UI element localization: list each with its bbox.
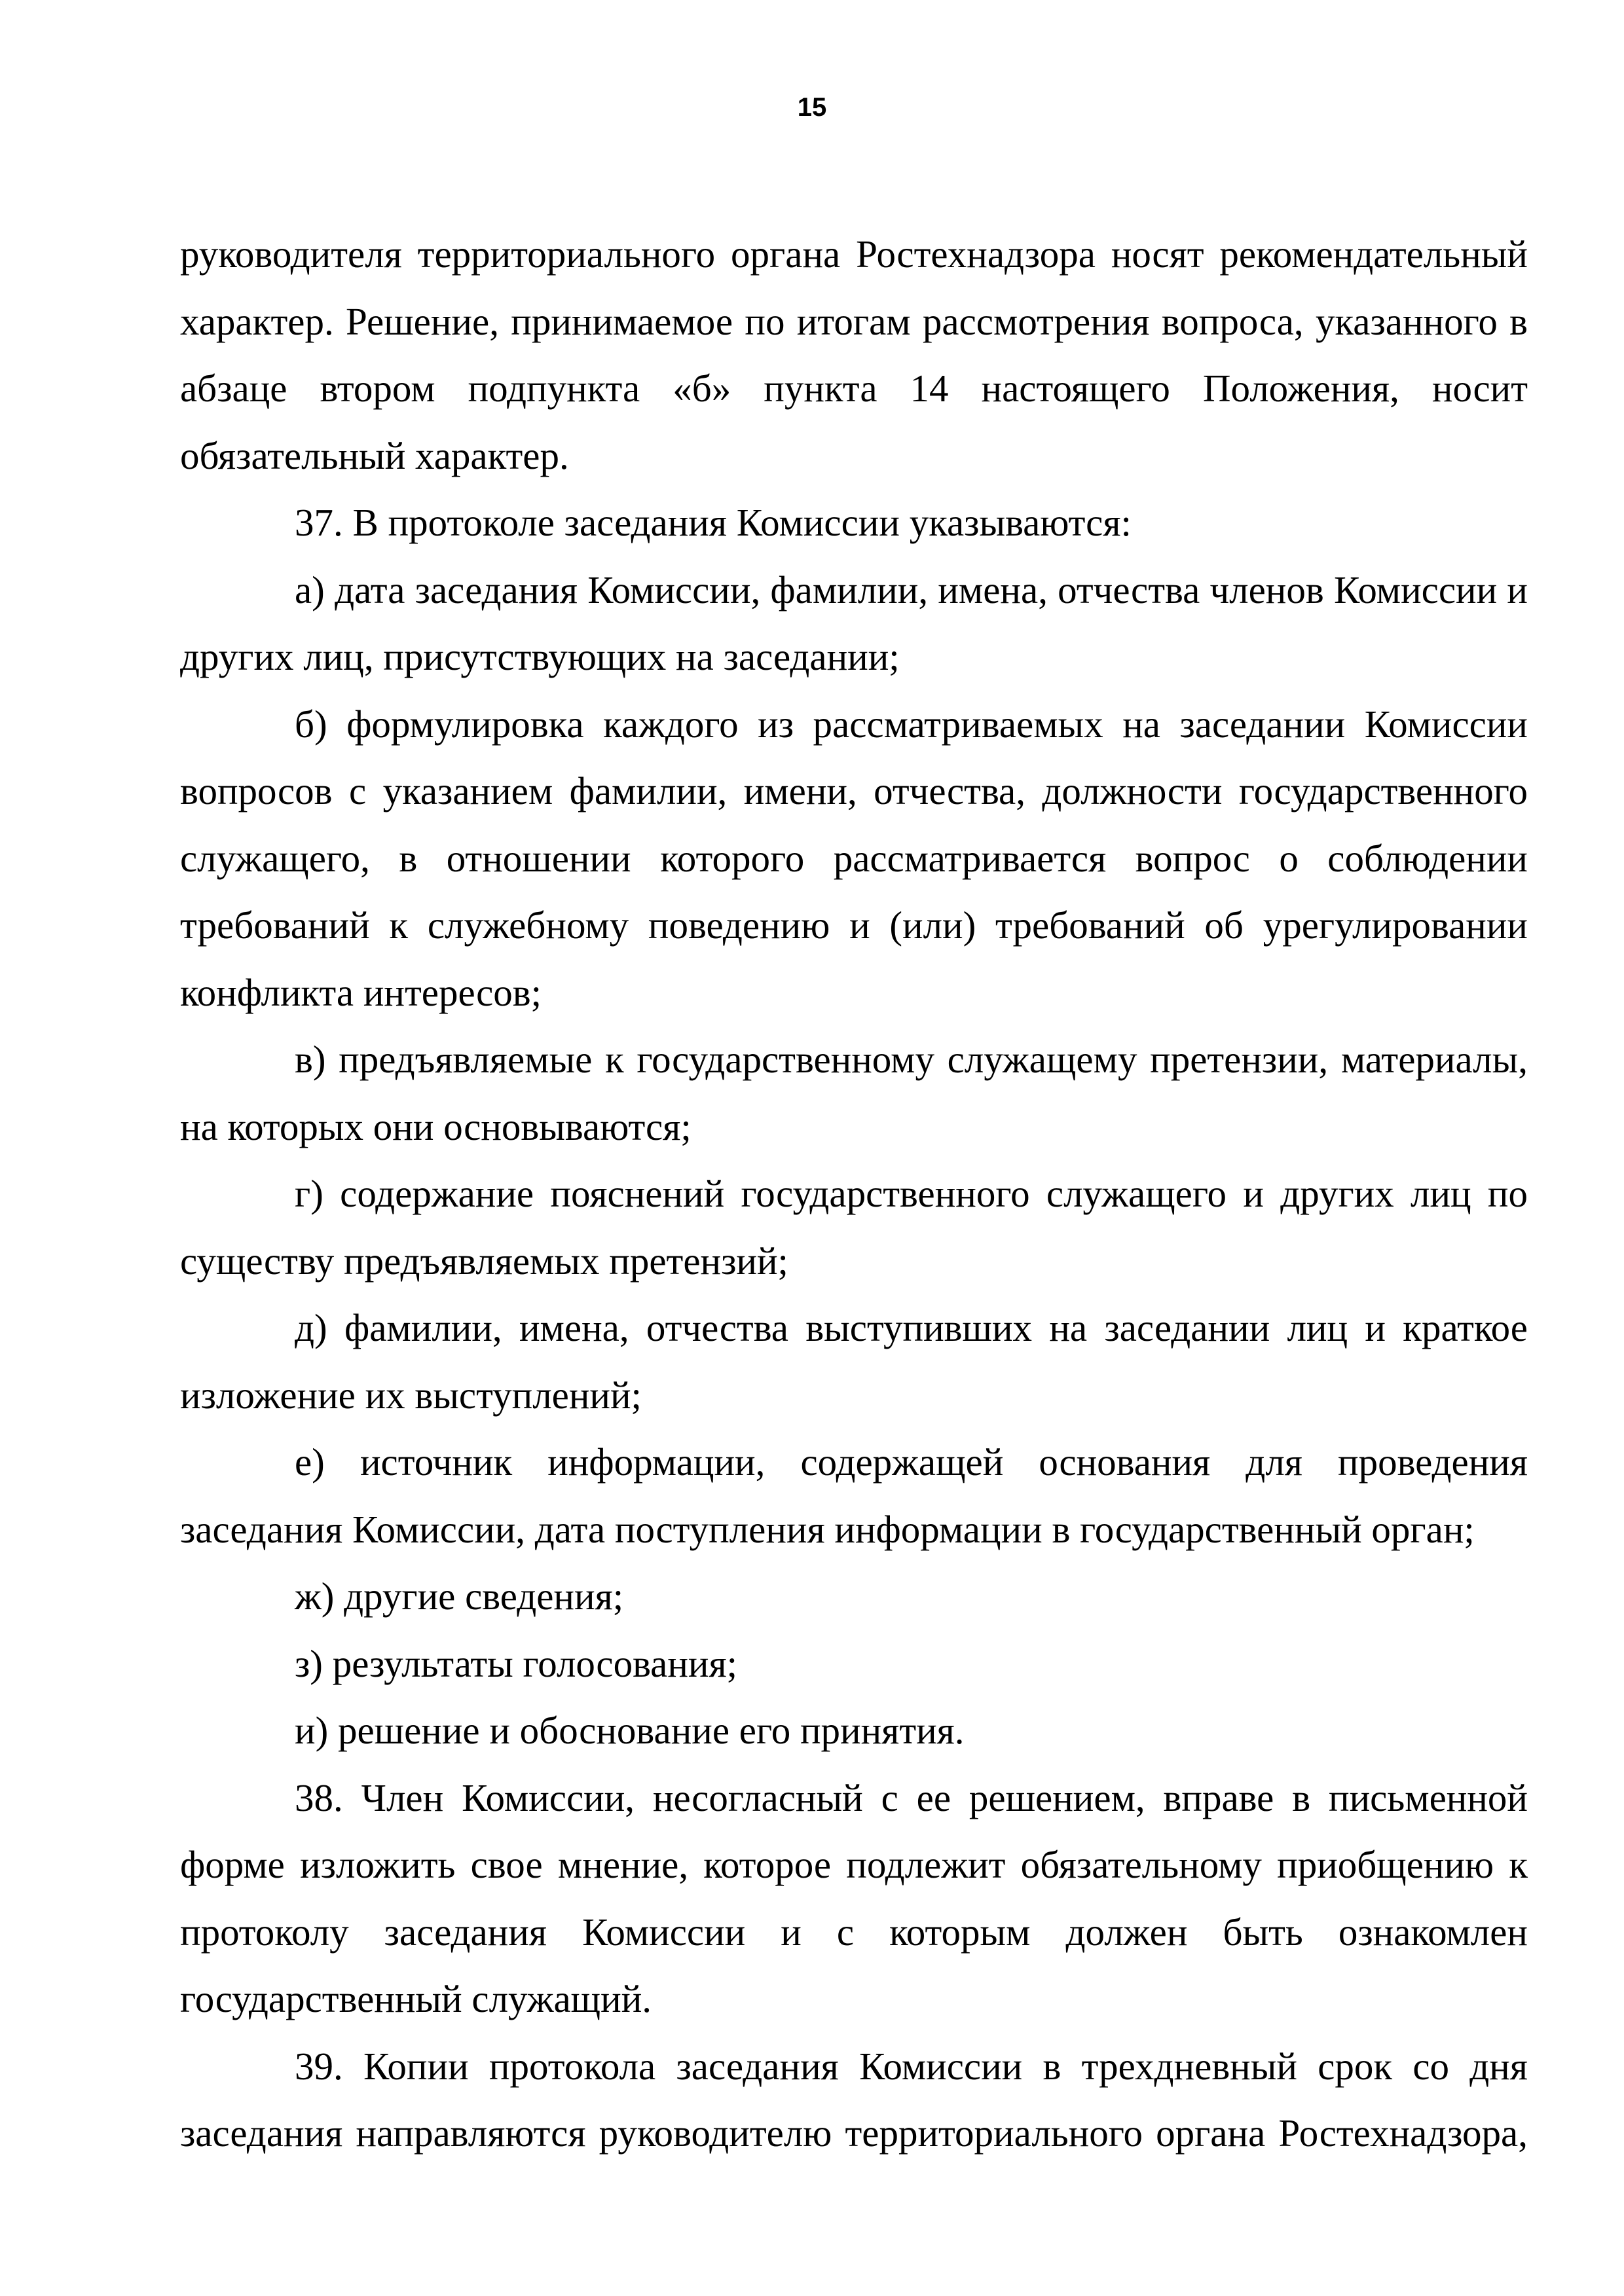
- paragraph-item-37z: з) результаты голосования;: [295, 1641, 738, 1685]
- paragraph-item-37zh: ж) другие сведения;: [295, 1575, 624, 1618]
- paragraph-item-37a: а) дата заседания Комиссии, фамилии, имена, отчества членов Комиссии и других лиц, присутствующих на заседании;: [180, 568, 1528, 678]
- paragraph-item-37e: е) источник информации, содержащей основания для проведения заседания Комиссии, дата поступления информации в государственный орган;: [180, 1440, 1528, 1551]
- paragraph-item-37b: б) формулировка каждого из рассматриваемых на заседании Комиссии вопросов с указанием фамилии, имени, отчества, должности государственного служащего, в отношении которого рассматривается вопрос о соблюдении требований к служебному поведению и (или) требований об урегулировании конфликта интересов;: [180, 702, 1528, 1014]
- paragraph-item-37: 37. В протоколе заседания Комиссии указываются:: [295, 501, 1132, 544]
- paragraph-continuation: руководителя территориального органа Ростехнадзора носят рекомендательный характер. Решение, принимаемое по итогам рассмотрения вопроса, указанного в абзаце втором подпункта «б» пункта 14 настоящего Положения, носит обязательный характер.: [180, 232, 1528, 477]
- paragraph-item-37v: в) предъявляемые к государственному служащему претензии, материалы, на которых они основываются;: [180, 1038, 1528, 1148]
- document-body: [180, 221, 1528, 2167]
- paragraph-item-39: 39. Копии протокола заседания Комиссии в трехдневный срок со дня заседания направляются руководителю территориального органа Ростехнадзора,: [180, 2044, 1528, 2155]
- paragraph-item-37i: и) решение и обоснование его принятия.: [295, 1709, 965, 1752]
- paragraph-item-37d: д) фамилии, имена, отчества выступивших на заседании лиц и краткое изложение их выступлений;: [180, 1306, 1528, 1417]
- page-number: 15: [797, 93, 827, 122]
- paragraph-item-37g: г) содержание пояснений государственного служащего и других лиц по существу предъявляемых претензий;: [180, 1172, 1528, 1283]
- paragraph-item-38: 38. Член Комиссии, несогласный с ее решением, вправе в письменной форме изложить свое мнение, которое подлежит обязательному приобщению к протоколу заседания Комиссии и с которым должен быть ознакомлен государственный служащий.: [180, 1776, 1528, 2020]
